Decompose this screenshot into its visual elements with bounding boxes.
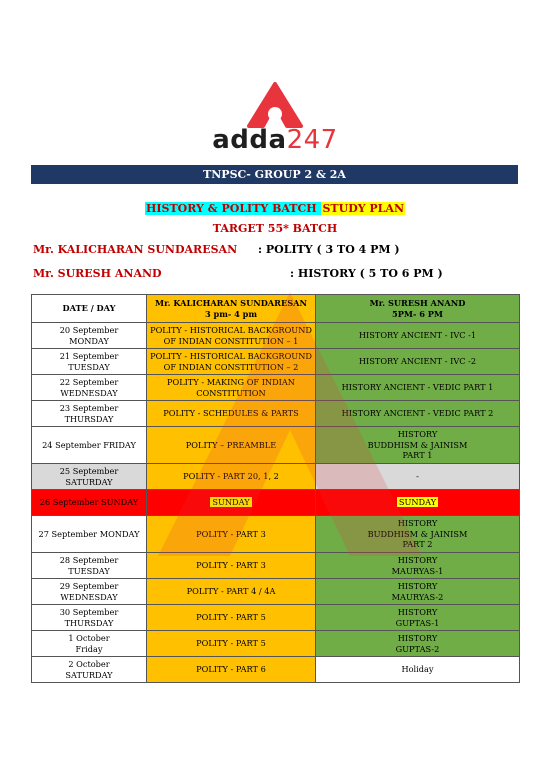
date-line: THURSDAY (64, 413, 114, 424)
history-line: MAURYAS-1 (391, 565, 444, 576)
history-line: HISTORY (397, 633, 438, 643)
cell-date-day (32, 579, 147, 605)
polity-line: POLITY - PART 5 (196, 638, 266, 649)
cell-history-topic (316, 657, 520, 683)
date-line: THURSDAY (64, 617, 114, 628)
cell-history-topic (316, 323, 520, 349)
exam-banner: TNPSC- GROUP 2 & 2A (31, 165, 518, 184)
date-line: WEDNESDAY (60, 591, 118, 602)
polity-line: POLITY - PART 6 (196, 664, 266, 675)
teacher-1-slot: : POLITY ( 3 TO 4 PM ) (258, 243, 400, 256)
table-row (32, 349, 520, 375)
polity-line: CONSTITUTION (196, 387, 266, 398)
history-line: MAURYAS-2 (391, 591, 444, 602)
polity-line: POLITY - SCHEDULES & PARTS (163, 408, 299, 419)
date-line: SATURDAY (65, 476, 113, 487)
cell-polity-topic (147, 464, 316, 490)
study-plan-table (31, 294, 520, 683)
teacher-1-name: Mr. KALICHARAN SUNDARESAN (33, 243, 238, 256)
polity-line: POLITY - PART 3 (196, 560, 266, 571)
cell-polity-topic (147, 323, 316, 349)
cell-history-topic (316, 401, 520, 427)
history-line: HISTORY ANCIENT - VEDIC PART 1 (341, 382, 494, 393)
polity-line: POLITY - PART 3 (196, 528, 266, 539)
date-line: TUESDAY (68, 565, 110, 576)
cell-polity-topic (147, 605, 316, 631)
cell-date-day (32, 464, 147, 490)
cell-date-day (32, 605, 147, 631)
cell-history-topic (316, 579, 520, 605)
table-row (32, 323, 520, 349)
polity-line: OF INDIAN CONSTITUTION – 1 (163, 335, 299, 346)
plan-title-study: STUDY PLAN (322, 202, 405, 215)
plan-title-batch: HISTORY & POLITY BATCH (145, 202, 321, 215)
target-batch: TARGET 55* BATCH (212, 222, 338, 235)
history-line: HISTORY (397, 581, 438, 591)
brand-wordmark (0, 125, 550, 155)
polity-line: POLITY - PART 5 (196, 612, 266, 623)
history-line: HISTORY ANCIENT - IVC -1 (358, 330, 477, 341)
date-line: 2 October (68, 659, 110, 669)
polity-line: POLITY – PREAMBLE (185, 439, 277, 450)
table-row (32, 427, 520, 464)
cell-history-topic (316, 349, 520, 375)
polity-line: POLITY - HISTORICAL BACKGROUND (150, 351, 312, 361)
cell-polity-topic (147, 427, 316, 464)
cell-history-topic (316, 631, 520, 657)
cell-date-day (32, 553, 147, 579)
date-line: 21 September (59, 351, 119, 361)
date-line: 24 September FRIDAY (42, 439, 136, 450)
cell-date-day (32, 349, 147, 375)
table-row (32, 490, 520, 516)
date-line: 23 September (59, 403, 119, 413)
date-line: 25 September (59, 466, 119, 476)
table-row (32, 516, 520, 553)
table-row (32, 631, 520, 657)
date-line: 26 September SUNDAY (39, 497, 139, 508)
date-line: Friday (75, 643, 103, 654)
history-line: HISTORY (397, 555, 438, 565)
table-row (32, 401, 520, 427)
history-line: GUPTAS-2 (395, 643, 440, 654)
header-polity-teacher: Mr. KALICHARAN SUNDARESAN (155, 298, 307, 308)
history-line: HISTORY (397, 607, 438, 617)
polity-line: POLITY - PART 4 / 4A (186, 586, 276, 597)
cell-history-topic (316, 375, 520, 401)
cell-date-day (32, 323, 147, 349)
brand-name-red: 247 (286, 125, 338, 155)
table-row (32, 553, 520, 579)
history-line: BUDDHISM & JAINISM (367, 439, 468, 450)
date-line: 29 September (59, 581, 119, 591)
cell-history-topic (316, 516, 520, 553)
brand-name-dark: adda (212, 125, 287, 155)
cell-date-day (32, 401, 147, 427)
history-line: BUDDHISM & JAINISM (367, 528, 468, 539)
history-line: PART 2 (402, 539, 433, 550)
table-row (32, 579, 520, 605)
table-row (32, 657, 520, 683)
cell-polity-topic (147, 401, 316, 427)
history-line: HISTORY (397, 518, 438, 529)
date-line: WEDNESDAY (60, 387, 118, 398)
header-history (316, 295, 520, 323)
date-line: SATURDAY (65, 669, 113, 680)
logo-mark-icon (245, 82, 305, 130)
history-line: Holiday (401, 664, 434, 675)
polity-line: OF INDIAN CONSTITUTION – 2 (163, 361, 299, 372)
cell-polity-topic (147, 490, 316, 516)
cell-polity-topic (147, 657, 316, 683)
history-line: HISTORY ANCIENT - IVC -2 (358, 356, 477, 367)
header-polity-time: 3 pm- 4 pm (204, 308, 258, 319)
cell-polity-topic (147, 579, 316, 605)
cell-history-topic (316, 553, 520, 579)
date-line: 20 September (59, 325, 119, 335)
date-line: 30 September (59, 607, 119, 617)
cell-date-day (32, 657, 147, 683)
table-row (32, 375, 520, 401)
cell-date-day (32, 516, 147, 553)
table-row (32, 464, 520, 490)
history-line: PART 1 (402, 450, 433, 461)
cell-date-day (32, 490, 147, 516)
cell-history-topic (316, 605, 520, 631)
header-date-day: DATE / DAY (32, 295, 147, 323)
cell-date-day (32, 375, 147, 401)
date-line: 27 September MONDAY (38, 528, 140, 539)
cell-date-day (32, 427, 147, 464)
cell-date-day (32, 631, 147, 657)
polity-line: POLITY - MAKING OF INDIAN (167, 377, 295, 387)
history-line: HISTORY ANCIENT - VEDIC PART 2 (341, 408, 494, 419)
cell-polity-topic (147, 375, 316, 401)
cell-history-topic (316, 427, 520, 464)
cell-history-topic (316, 464, 520, 490)
teacher-2-name: Mr. SURESH ANAND (33, 267, 162, 280)
date-line: 1 October (68, 633, 110, 643)
cell-history-topic (316, 490, 520, 516)
cell-polity-topic (147, 349, 316, 375)
teacher-2-slot: : HISTORY ( 5 TO 6 PM ) (290, 267, 443, 280)
cell-polity-topic (147, 553, 316, 579)
header-history-time: 5PM- 6 PM (392, 308, 443, 319)
plan-title (0, 202, 550, 215)
date-line: 28 September (59, 555, 119, 565)
table-row (32, 605, 520, 631)
polity-line: SUNDAY (212, 497, 250, 508)
date-line: MONDAY (69, 335, 109, 346)
cell-polity-topic (147, 516, 316, 553)
history-line: - (416, 471, 419, 482)
header-history-teacher: Mr. SURESH ANAND (369, 298, 466, 308)
date-line: TUESDAY (68, 361, 110, 372)
cell-polity-topic (147, 631, 316, 657)
table-header-row (32, 295, 520, 323)
header-polity (147, 295, 316, 323)
history-line: GUPTAS-1 (395, 617, 440, 628)
polity-line: POLITY - HISTORICAL BACKGROUND (150, 325, 312, 335)
history-line: SUNDAY (398, 497, 437, 508)
history-line: HISTORY (397, 429, 438, 440)
polity-line: POLITY - PART 20, 1, 2 (183, 471, 279, 482)
date-line: 22 September (59, 377, 119, 387)
